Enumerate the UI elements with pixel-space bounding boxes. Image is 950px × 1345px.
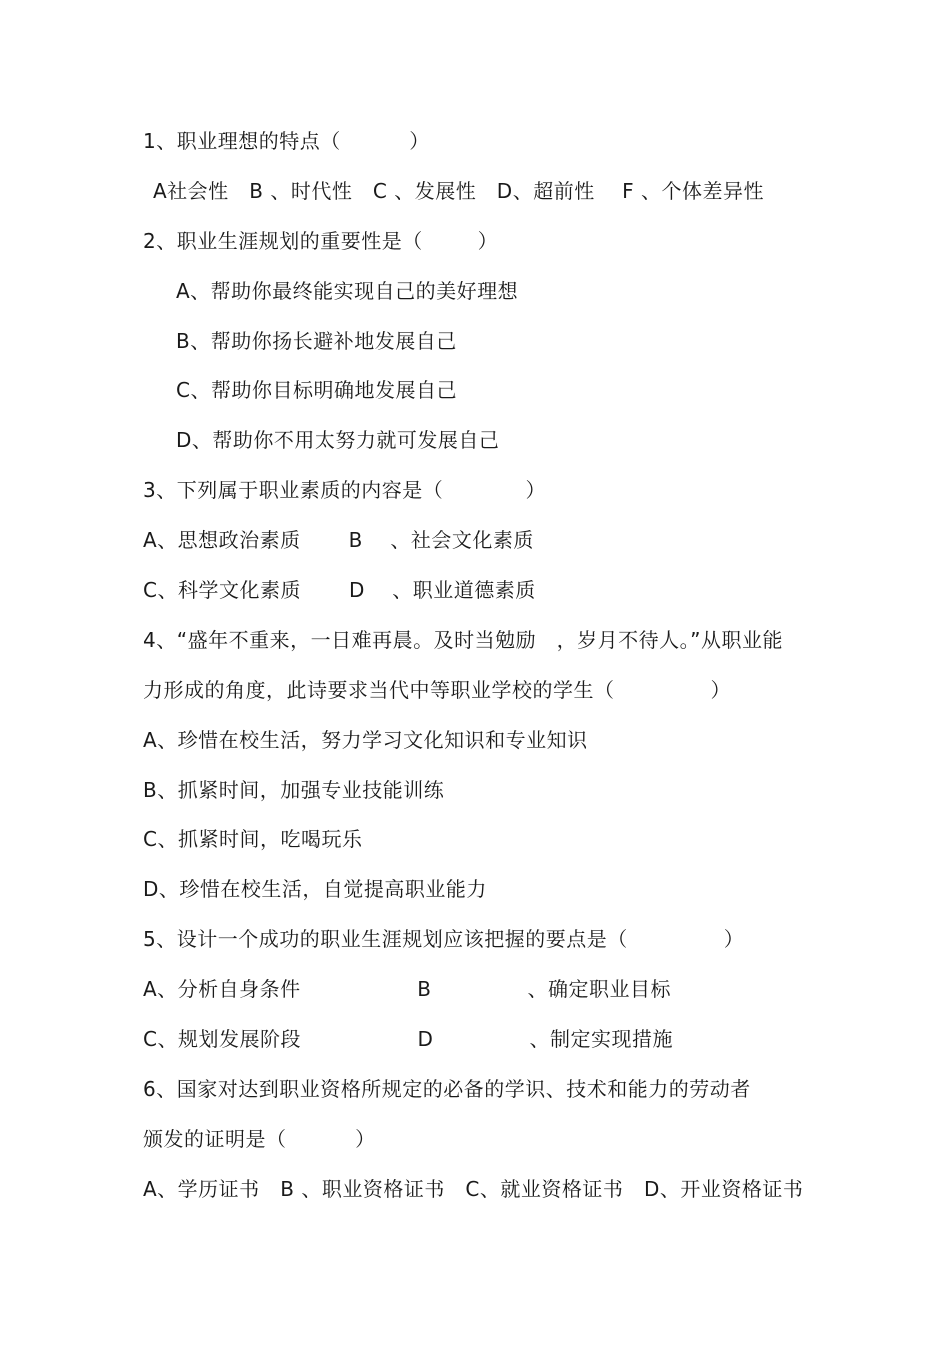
question-3-options-row-2: C、科学文化素质 D 、职业道德素质 — [143, 578, 536, 602]
question-5-options-row-2: C、规划发展阶段 D 、制定实现措施 — [143, 1027, 673, 1051]
question-2-option-d: D、帮助你不用太努力就可发展自己 — [176, 428, 500, 452]
question-1-options: A社会性 B 、时代性 C 、发展性 D、超前性 F 、个体差异性 — [153, 179, 764, 203]
question-4-option-c: C、抓紧时间，吃喝玩乐 — [143, 827, 363, 851]
question-4-option-a: A、珍惜在校生活，努力学习文化知识和专业知识 — [143, 728, 588, 752]
question-4-stem-line-2: 力形成的角度，此诗要求当代中等职业学校的学生（ ） — [143, 678, 732, 702]
question-6-options: A、学历证书 B 、职业资格证书 C、就业资格证书 D、开业资格证书 — [143, 1177, 804, 1201]
question-5-stem: 5、设计一个成功的职业生涯规划应该把握的要点是（ ） — [143, 927, 745, 951]
question-3-stem: 3、下列属于职业素质的内容是（ ） — [143, 478, 547, 502]
question-4-option-b: B、抓紧时间，加强专业技能训练 — [143, 778, 445, 802]
question-3-options-row-1: A、思想政治素质 B 、社会文化素质 — [143, 528, 534, 552]
question-1-stem: 1、职业理想的特点（ ） — [143, 129, 430, 153]
question-2-option-b: B、帮助你扬长避补地发展自己 — [176, 329, 457, 353]
question-4-option-d: D、珍惜在校生活，自觉提高职业能力 — [143, 877, 487, 901]
question-4-stem-line-1: 4、“盛年不重来，一日难再晨。及时当勉励 ，岁月不待人。”从职业能 — [143, 628, 784, 652]
question-2-option-a: A、帮助你最终能实现自己的美好理想 — [176, 279, 519, 303]
question-2-option-c: C、帮助你目标明确地发展自己 — [176, 378, 457, 402]
question-6-stem-line-2: 颁发的证明是（ ） — [143, 1127, 376, 1151]
question-2-stem: 2、职业生涯规划的重要性是（ ） — [143, 229, 499, 253]
question-6-stem-line-1: 6、国家对达到职业资格所规定的必备的学识、技术和能力的劳动者 — [143, 1077, 751, 1101]
question-5-options-row-1: A、分析自身条件 B 、确定职业目标 — [143, 977, 671, 1001]
